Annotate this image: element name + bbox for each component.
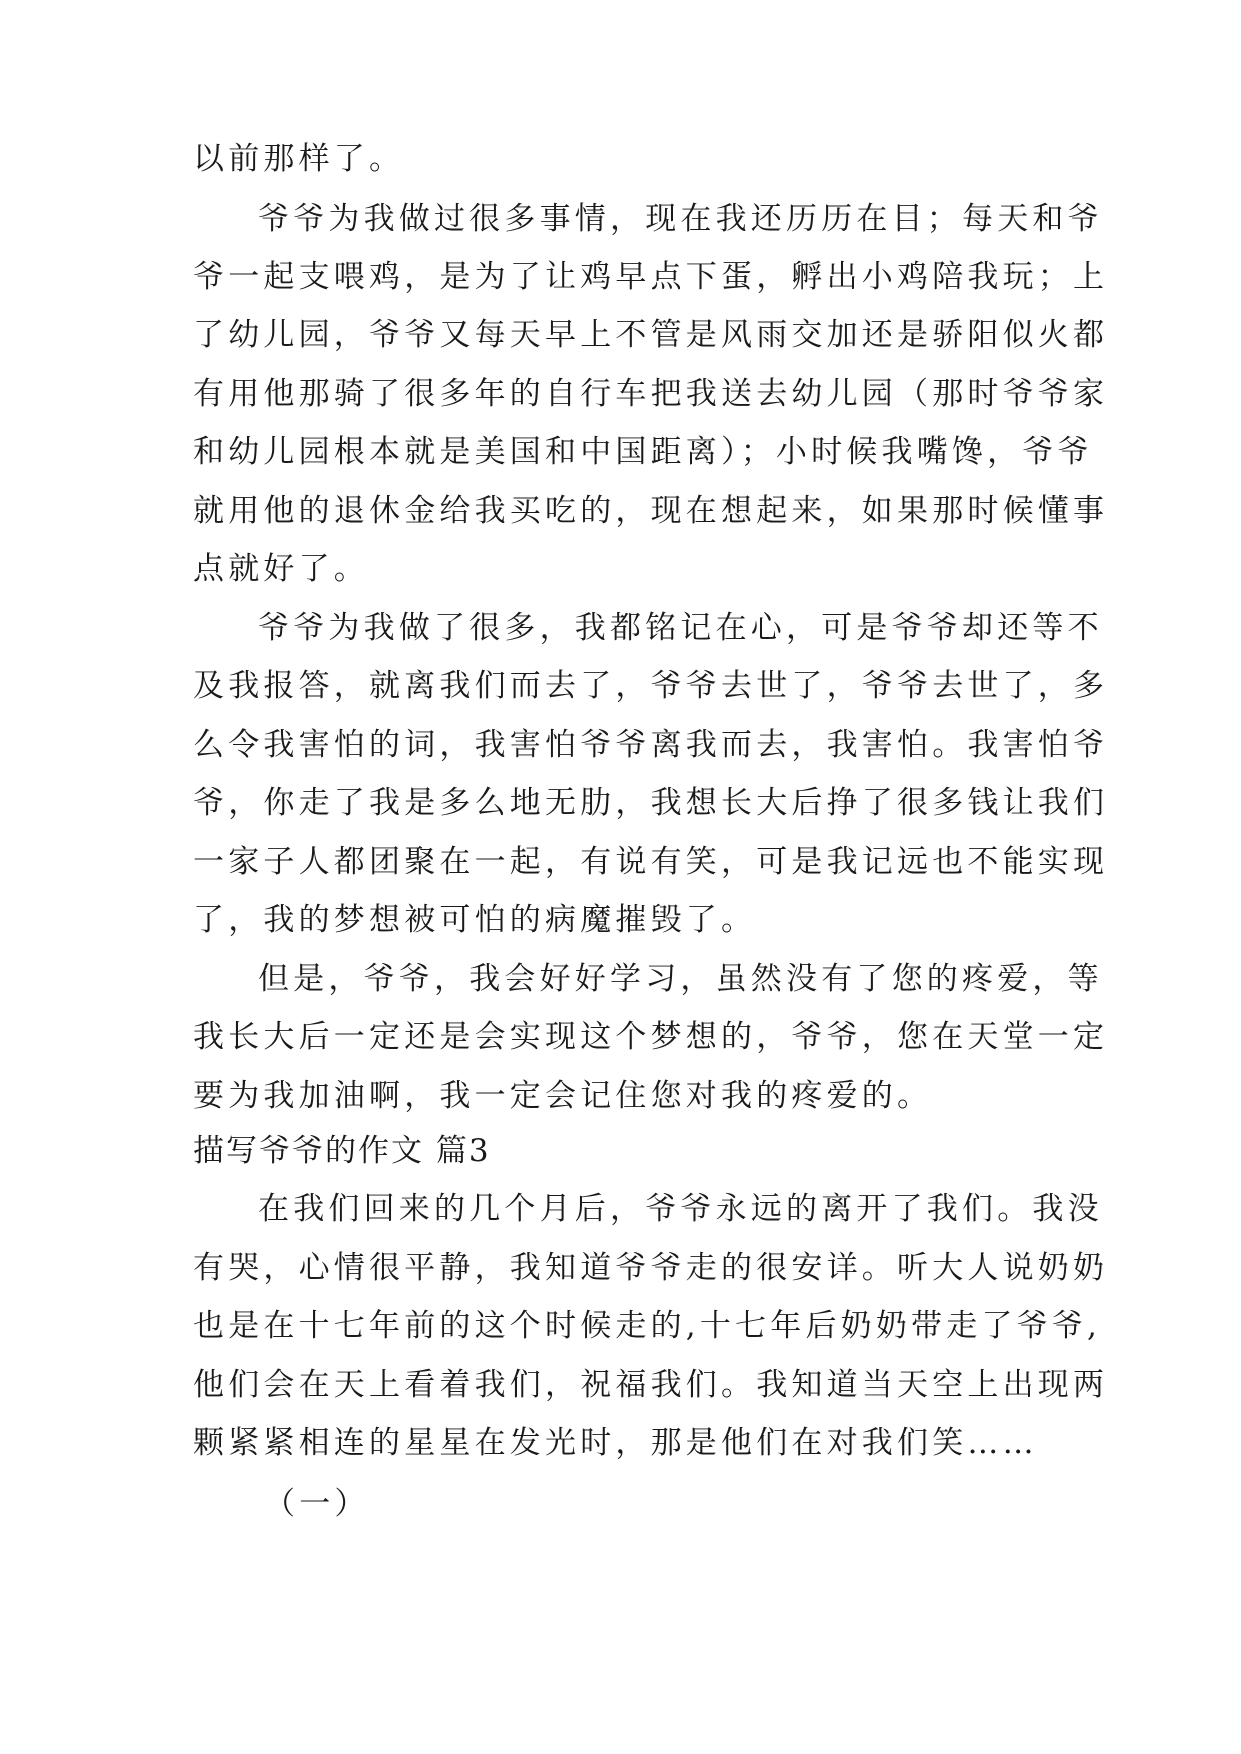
paragraph-line: 颗紧紧相连的星星在发光时，那是他们在对我们笑…… [193,1425,1038,1461]
paragraph-line: 有哭，心情很平静，我知道爷爷走的很安详。听大人说奶奶 [193,1250,1109,1286]
paragraph-line: 和幼儿园根本就是美国和中国距离）；小时候我嘴馋，爷爷 [193,434,1093,470]
paragraph-line: 也是在十七年前的这个时候走的,十七年后奶奶带走了爷爷, [193,1308,1102,1344]
section-heading: 描写爷爷的作文 篇3 [193,1133,491,1169]
paragraph-line: 爷，你走了我是多么地无肋，我想长大后挣了很多钱让我们 [193,785,1109,821]
paragraph-line: 我长大后一定还是会实现这个梦想的，爷爷，您在天堂一定 [193,1019,1109,1055]
paragraph-line: 有用他那骑了很多年的自行车把我送去幼儿园（那时爷爷家 [193,376,1109,412]
paragraph-line: 爷爷为我做了很多，我都铭记在心，可是爷爷却还等不 [258,610,1103,646]
paragraph-line: 他们会在天上看着我们，祝福我们。我知道当天空上出现两 [193,1367,1109,1403]
paragraph-line: 爷一起支喂鸡，是为了让鸡早点下蛋，孵出小鸡陪我玩；上 [193,259,1109,295]
paragraph-line: 了，我的梦想被可怕的病魔摧毁了。 [193,902,757,938]
paragraph-line: 爷爷为我做过很多事情，现在我还历历在目；每天和爷 [258,201,1103,237]
paragraph-line: 就用他的退休金给我买吃的，现在想起来，如果那时候懂事 [193,493,1109,529]
paragraph-line: 但是，爷爷，我会好好学习，虽然没有了您的疼爱，等 [258,961,1103,997]
paragraph-line: 要为我加油啊，我一定会记住您对我的疼爱的。 [193,1078,933,1114]
paragraph-line: 了幼儿园，爷爷又每天早上不管是风雨交加还是骄阳似火都 [193,317,1109,353]
paragraph-line: 一家子人都团聚在一起，有说有笑，可是我记远也不能实现 [193,844,1109,880]
paragraph-line: 及我报答，就离我们而去了，爷爷去世了，爷爷去世了，多 [193,668,1109,704]
paragraph-line: 点就好了。 [193,551,369,587]
subsection-marker: （一） [264,1486,370,1522]
paragraph-line: 么令我害怕的词，我害怕爷爷离我而去，我害怕。我害怕爷 [193,727,1109,763]
paragraph-line: 以前那样了。 [193,141,405,177]
paragraph-line: 在我们回来的几个月后，爷爷永远的离开了我们。我没 [258,1191,1103,1227]
